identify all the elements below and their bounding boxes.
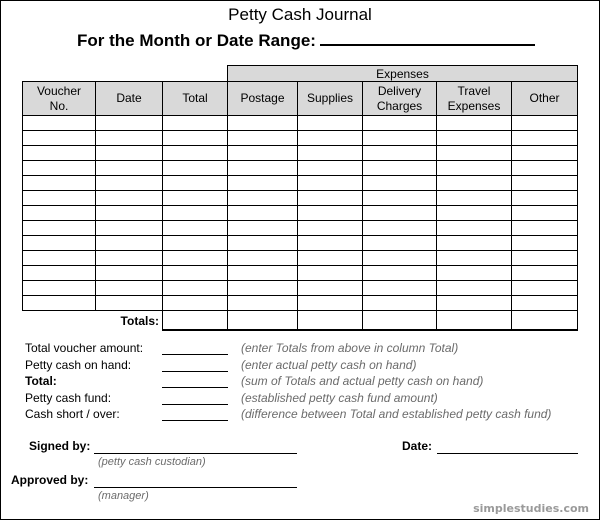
entry-cell[interactable] <box>512 296 578 311</box>
date-label: Date: <box>402 439 433 453</box>
entry-cell[interactable] <box>298 131 363 146</box>
entry-cell[interactable] <box>512 176 578 191</box>
entry-cell[interactable] <box>512 266 578 281</box>
entry-cell[interactable] <box>23 131 96 146</box>
summary-amount-line[interactable] <box>162 371 228 372</box>
totals-cell[interactable] <box>363 311 437 331</box>
entry-cell[interactable] <box>96 266 163 281</box>
entry-cell[interactable] <box>96 221 163 236</box>
summary-amount-line[interactable] <box>162 420 228 421</box>
totals-cell[interactable] <box>228 311 298 331</box>
entry-cell[interactable] <box>298 116 363 131</box>
entry-cell[interactable] <box>23 296 96 311</box>
approved-by-note: (manager) <box>98 490 149 502</box>
table-row <box>23 266 578 281</box>
summary-note: (difference between Total and established petty cash fund) <box>241 407 552 421</box>
entry-cell[interactable] <box>298 221 363 236</box>
entry-cell[interactable] <box>96 131 163 146</box>
entry-cell[interactable] <box>228 161 298 176</box>
watermark: simplestudies.com <box>473 502 589 515</box>
entry-cell[interactable] <box>23 146 96 161</box>
column-header-line1: Travel <box>457 83 491 98</box>
entry-cell[interactable] <box>163 236 228 251</box>
column-header <box>437 82 512 116</box>
entry-cell[interactable] <box>512 281 578 296</box>
entry-cell[interactable] <box>363 116 437 131</box>
summary-amount-line[interactable] <box>162 404 228 405</box>
entry-cell[interactable] <box>298 251 363 266</box>
entry-cell[interactable] <box>512 146 578 161</box>
entry-cell[interactable] <box>23 251 96 266</box>
entry-cell[interactable] <box>363 146 437 161</box>
entry-cell[interactable] <box>163 176 228 191</box>
entry-cell[interactable] <box>298 206 363 221</box>
entry-cell[interactable] <box>23 206 96 221</box>
totals-cell[interactable] <box>437 311 512 331</box>
entry-cell[interactable] <box>298 236 363 251</box>
approved-by-label: Approved by: <box>11 473 89 487</box>
entry-cell[interactable] <box>512 206 578 221</box>
entry-cell[interactable] <box>298 191 363 206</box>
journal-table <box>22 65 578 331</box>
column-header-line2: Charges <box>376 98 423 113</box>
entry-cell[interactable] <box>437 191 512 206</box>
column-header <box>298 82 363 116</box>
entry-cell[interactable] <box>163 206 228 221</box>
entry-cell[interactable] <box>96 236 163 251</box>
entry-cell[interactable] <box>298 161 363 176</box>
entry-cell[interactable] <box>437 206 512 221</box>
entry-cell[interactable] <box>363 206 437 221</box>
column-header <box>228 82 298 116</box>
totals-row <box>23 311 578 331</box>
column-header <box>512 82 578 116</box>
entry-cell[interactable] <box>363 296 437 311</box>
table-row <box>23 206 578 221</box>
column-header-line2: Expenses <box>447 98 501 113</box>
entry-cell[interactable] <box>23 176 96 191</box>
column-header-line1: Delivery <box>377 83 422 98</box>
entry-cell[interactable] <box>363 266 437 281</box>
entry-cell[interactable] <box>96 206 163 221</box>
entry-cell[interactable] <box>363 161 437 176</box>
entry-cell[interactable] <box>363 251 437 266</box>
entry-cell[interactable] <box>96 191 163 206</box>
entry-cell[interactable] <box>298 281 363 296</box>
entry-cell[interactable] <box>363 131 437 146</box>
entry-cell[interactable] <box>228 281 298 296</box>
column-header-row <box>23 82 578 116</box>
entry-cell[interactable] <box>228 266 298 281</box>
entry-cell[interactable] <box>163 191 228 206</box>
column-header-line1: Supplies <box>306 91 354 105</box>
summary-note: (enter actual petty cash on hand) <box>241 357 417 372</box>
entry-cell[interactable] <box>228 251 298 266</box>
summary-label: Petty cash on hand: <box>25 357 132 372</box>
totals-cell[interactable] <box>163 311 228 331</box>
summary-label: Total voucher amount: <box>25 341 144 355</box>
entry-cell[interactable] <box>437 176 512 191</box>
entry-cell[interactable] <box>23 221 96 236</box>
entry-cell[interactable] <box>228 206 298 221</box>
summary-label: Total: <box>25 374 57 388</box>
table-row <box>23 251 578 266</box>
entry-cell[interactable] <box>512 191 578 206</box>
entry-cell[interactable] <box>363 236 437 251</box>
column-header <box>363 82 437 116</box>
entry-cell[interactable] <box>363 221 437 236</box>
column-header-line1: Date <box>116 91 142 105</box>
column-header-line2: No. <box>49 98 69 113</box>
entry-cell[interactable] <box>163 266 228 281</box>
entry-cell[interactable] <box>228 191 298 206</box>
totals-cell[interactable] <box>298 311 363 331</box>
entry-cell[interactable] <box>298 296 363 311</box>
entry-cell[interactable] <box>437 146 512 161</box>
entry-cell[interactable] <box>23 116 96 131</box>
entry-cell[interactable] <box>228 176 298 191</box>
expenses-group-header: Expenses <box>228 66 578 82</box>
summary-label: Cash short / over: <box>25 407 120 421</box>
entry-cell[interactable] <box>228 236 298 251</box>
table-row <box>23 146 578 161</box>
entry-cell[interactable] <box>163 161 228 176</box>
summary-note: (sum of Totals and actual petty cash on hand) <box>241 374 484 388</box>
summary-amount-line[interactable] <box>162 354 228 355</box>
column-header-line1: Voucher <box>36 83 82 98</box>
entry-cell[interactable] <box>437 236 512 251</box>
table-row <box>23 131 578 146</box>
entry-cell[interactable] <box>437 116 512 131</box>
entry-cell[interactable] <box>96 296 163 311</box>
summary-note: (enter Totals from above in column Total) <box>241 341 459 355</box>
entry-cell[interactable] <box>163 281 228 296</box>
entry-cell[interactable] <box>298 146 363 161</box>
column-header <box>96 82 163 116</box>
entry-cell[interactable] <box>228 131 298 146</box>
entry-cell[interactable] <box>363 281 437 296</box>
entry-cell[interactable] <box>23 236 96 251</box>
entry-cell[interactable] <box>23 161 96 176</box>
totals-cell[interactable] <box>512 311 578 331</box>
table-row <box>23 191 578 206</box>
entry-cell[interactable] <box>163 221 228 236</box>
entry-cell[interactable] <box>23 266 96 281</box>
date-range-label: For the Month or Date Range: <box>77 31 316 50</box>
journal-body <box>23 116 578 331</box>
column-header <box>23 82 96 116</box>
entry-cell[interactable] <box>163 131 228 146</box>
entry-cell[interactable] <box>163 146 228 161</box>
column-header-line1: Postage <box>240 91 285 105</box>
summary-note: (established petty cash fund amount) <box>241 390 438 405</box>
page-title: Petty Cash Journal <box>228 5 372 24</box>
signed-by-note: (petty cash custodian) <box>98 456 206 468</box>
table-row <box>23 236 578 251</box>
entry-cell[interactable] <box>163 296 228 311</box>
signed-by-line[interactable] <box>94 453 297 454</box>
entry-cell[interactable] <box>228 146 298 161</box>
entry-cell[interactable] <box>437 296 512 311</box>
entry-cell[interactable] <box>363 191 437 206</box>
date-range-heading <box>77 31 535 51</box>
entry-cell[interactable] <box>437 266 512 281</box>
signed-by-label: Signed by: <box>29 439 91 453</box>
entry-cell[interactable] <box>512 221 578 236</box>
summary-label: Petty cash fund: <box>25 390 112 405</box>
entry-cell[interactable] <box>23 281 96 296</box>
entry-cell[interactable] <box>512 161 578 176</box>
entry-cell[interactable] <box>512 131 578 146</box>
entry-cell[interactable] <box>437 161 512 176</box>
table-row <box>23 161 578 176</box>
entry-cell[interactable] <box>163 116 228 131</box>
entry-cell[interactable] <box>96 116 163 131</box>
entry-cell[interactable] <box>228 116 298 131</box>
table-row <box>23 176 578 191</box>
column-header <box>163 82 228 116</box>
entry-cell[interactable] <box>228 221 298 236</box>
table-row <box>23 221 578 236</box>
table-row <box>23 281 578 296</box>
table-row <box>23 296 578 311</box>
entry-cell[interactable] <box>228 296 298 311</box>
entry-cell[interactable] <box>163 251 228 266</box>
entry-cell[interactable] <box>512 236 578 251</box>
entry-cell[interactable] <box>298 176 363 191</box>
entry-cell[interactable] <box>512 251 578 266</box>
entry-cell[interactable] <box>437 251 512 266</box>
date-line[interactable] <box>437 453 578 454</box>
entry-cell[interactable] <box>96 161 163 176</box>
totals-label: Totals: <box>120 313 159 328</box>
entry-cell[interactable] <box>96 281 163 296</box>
entry-cell[interactable] <box>298 266 363 281</box>
entry-cell[interactable] <box>437 131 512 146</box>
summary-amount-line[interactable] <box>162 387 228 388</box>
entry-cell[interactable] <box>96 176 163 191</box>
entry-cell[interactable] <box>23 191 96 206</box>
table-row <box>23 116 578 131</box>
entry-cell[interactable] <box>437 281 512 296</box>
entry-cell[interactable] <box>363 176 437 191</box>
entry-cell[interactable] <box>96 146 163 161</box>
entry-cell[interactable] <box>96 251 163 266</box>
column-header-line1: Total <box>182 91 208 105</box>
approved-by-line[interactable] <box>94 487 297 488</box>
entry-cell[interactable] <box>437 221 512 236</box>
entry-cell[interactable] <box>512 116 578 131</box>
date-range-field[interactable] <box>320 32 535 46</box>
column-header-line1: Other <box>529 91 560 105</box>
